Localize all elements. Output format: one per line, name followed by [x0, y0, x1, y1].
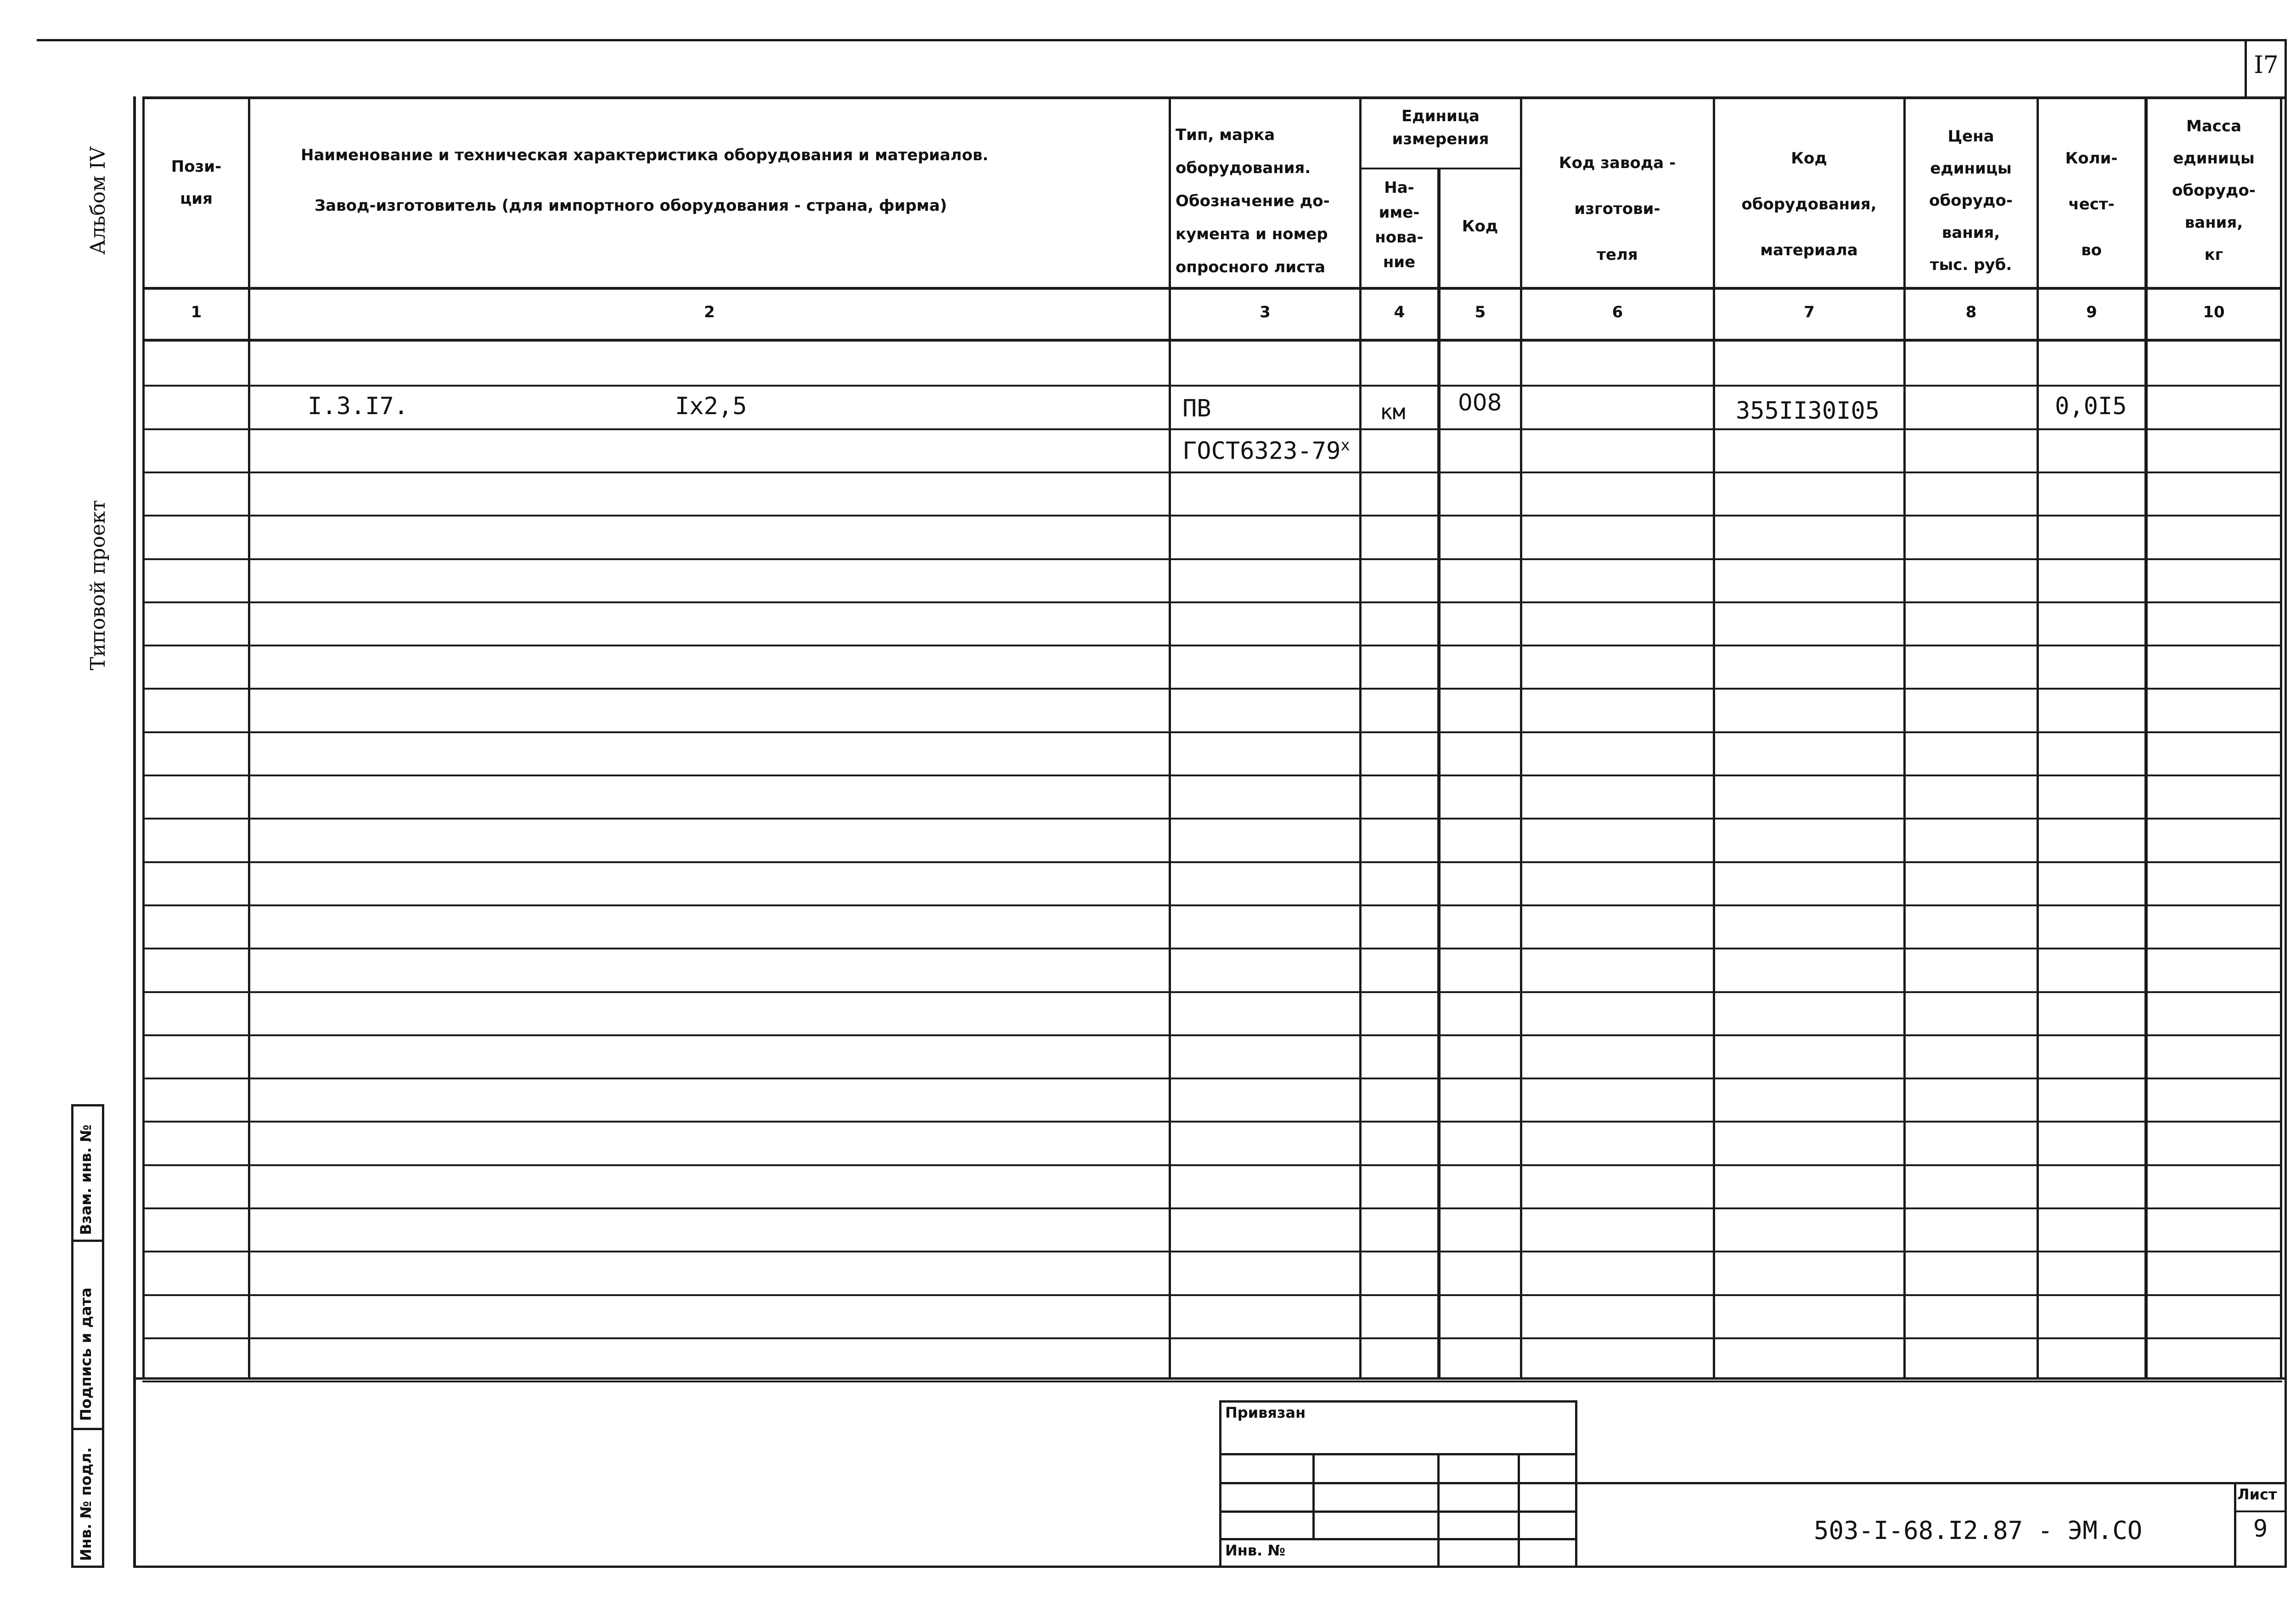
header-bottom-rule — [142, 287, 2282, 290]
row-rule — [142, 861, 2282, 863]
header-price: Цена единицы оборудо- вания, тыс. руб. — [1929, 127, 2013, 274]
frame-right — [2285, 39, 2287, 1568]
row-rule — [142, 731, 2282, 733]
header-unit-group-title: Единица измерения — [1392, 107, 1489, 148]
table-top — [142, 96, 2285, 99]
row-rule — [142, 515, 2282, 516]
stamp-row-4 — [1219, 1538, 1577, 1540]
row-rule — [142, 1207, 2282, 1209]
col-number-5: 5 — [1474, 303, 1486, 321]
strip-label-original-inv: Инв. № подл. — [77, 1447, 95, 1561]
sheet-box-mid — [2234, 1510, 2287, 1512]
sheet-label: Лист — [2237, 1486, 2277, 1503]
stamp-col-2 — [1437, 1453, 1440, 1568]
corner-box-left — [2245, 39, 2247, 99]
row-rule — [142, 991, 2282, 993]
row-rule — [142, 775, 2282, 776]
row1-spec: Ix2,5 — [675, 393, 747, 420]
header-unit-code: Код — [1462, 217, 1498, 236]
stamp-row-1 — [1219, 1453, 1577, 1455]
sheet-number: 9 — [2253, 1515, 2268, 1543]
col-number-10: 10 — [2203, 303, 2225, 321]
title-block-rule — [1575, 1482, 2287, 1484]
col-number-2: 2 — [704, 303, 715, 321]
col-number-4: 4 — [1394, 303, 1405, 321]
col-number-7: 7 — [1804, 303, 1815, 321]
top-rule — [37, 39, 2287, 41]
stamp-linked-label: Привязан — [1225, 1404, 1306, 1421]
row-rule — [142, 645, 2282, 646]
header-name-line1: Наименование и техническая характеристика оборудования и материалов. — [301, 146, 989, 164]
strip-label-signature-date: Подпись и дата — [77, 1287, 95, 1421]
stamp-top — [1219, 1400, 1577, 1403]
row2-type-doc — [1182, 436, 1350, 465]
row-rule — [142, 1381, 2282, 1382]
row-rule — [142, 1294, 2282, 1296]
project-label: Типовой проект — [86, 500, 110, 670]
col-number-8: 8 — [1965, 303, 1977, 321]
col-line-4 — [1437, 168, 1441, 1380]
row-rule — [142, 558, 2282, 560]
strip-bottom — [71, 1566, 104, 1568]
row-rule — [142, 1251, 2282, 1252]
col-number-9: 9 — [2086, 303, 2097, 321]
stamp-row-3 — [1219, 1510, 1577, 1513]
row-rule — [142, 1337, 2282, 1339]
sheet-corner-number: I7 — [2254, 51, 2279, 79]
col-number-3: 3 — [1260, 303, 1271, 321]
header-equipment-code: Код оборудования, материала — [1741, 149, 1877, 259]
col-number-6: 6 — [1612, 303, 1623, 321]
strip-top — [71, 1104, 104, 1106]
header-name-line2: Завод-изготовитель (для импортного оборудования - страна, фирма) — [315, 196, 947, 215]
unit-group-divider — [1359, 168, 1522, 169]
row-rule — [142, 818, 2282, 820]
frame-left — [133, 96, 136, 1568]
document-code: 503-I-68.I2.87 - ЭМ.СО — [1814, 1516, 2143, 1545]
frame-bottom — [133, 1566, 2287, 1568]
row1-equipment-code: 355II30I05 — [1736, 397, 1880, 425]
stamp-inv-label: Инв. № — [1225, 1542, 1285, 1559]
strip-div-2 — [71, 1428, 104, 1430]
header-mass: Масса единицы оборудо- вания, кг — [2172, 117, 2256, 264]
strip-label-replaced-inv: Взам. инв. № — [77, 1124, 95, 1235]
row-rule — [142, 472, 2282, 473]
album-label: Альбом IV — [86, 146, 110, 255]
row1-unit-code: 008 — [1458, 389, 1502, 416]
row-rule — [142, 1164, 2282, 1166]
row1-type: ПВ — [1182, 395, 1211, 422]
stamp-row-2 — [1219, 1482, 1577, 1484]
row-rule — [142, 948, 2282, 949]
strip-div-1 — [71, 1240, 104, 1242]
stamp-col-3 — [1518, 1453, 1520, 1568]
row1-quantity: 0,0I5 — [2055, 393, 2127, 420]
row-rule — [142, 1034, 2282, 1036]
header-type: Тип, марка оборудования. Обозначение до- кумента и номер опросного листа — [1176, 126, 1330, 276]
stamp-col-1 — [1312, 1453, 1315, 1538]
row-rule — [142, 688, 2282, 690]
row1-unit: км — [1380, 399, 1406, 424]
row-rule — [142, 428, 2282, 430]
table-bottom-rule — [133, 1377, 2287, 1380]
header-factory-code: Код завода - изготови- теля — [1559, 154, 1676, 264]
row2-gost-sup: x — [1340, 436, 1350, 455]
row-rule — [142, 601, 2282, 603]
number-row-bottom-rule — [142, 339, 2282, 342]
header-unit-name: На- име- нова- ние — [1375, 179, 1424, 271]
strip-right — [102, 1104, 104, 1568]
row-rule — [142, 385, 2282, 387]
strip-left — [71, 1104, 73, 1568]
row-rule — [142, 904, 2282, 906]
row-rule — [142, 1078, 2282, 1079]
row-rule — [142, 1121, 2282, 1123]
header-quantity: Коли- чест- во — [2065, 149, 2118, 259]
header-position: Пози- ция — [171, 157, 222, 208]
row2-gost: ГОСТ6323-79 — [1182, 437, 1341, 465]
col-number-1: 1 — [191, 303, 202, 321]
row1-position: I.3.I7. — [308, 393, 409, 420]
